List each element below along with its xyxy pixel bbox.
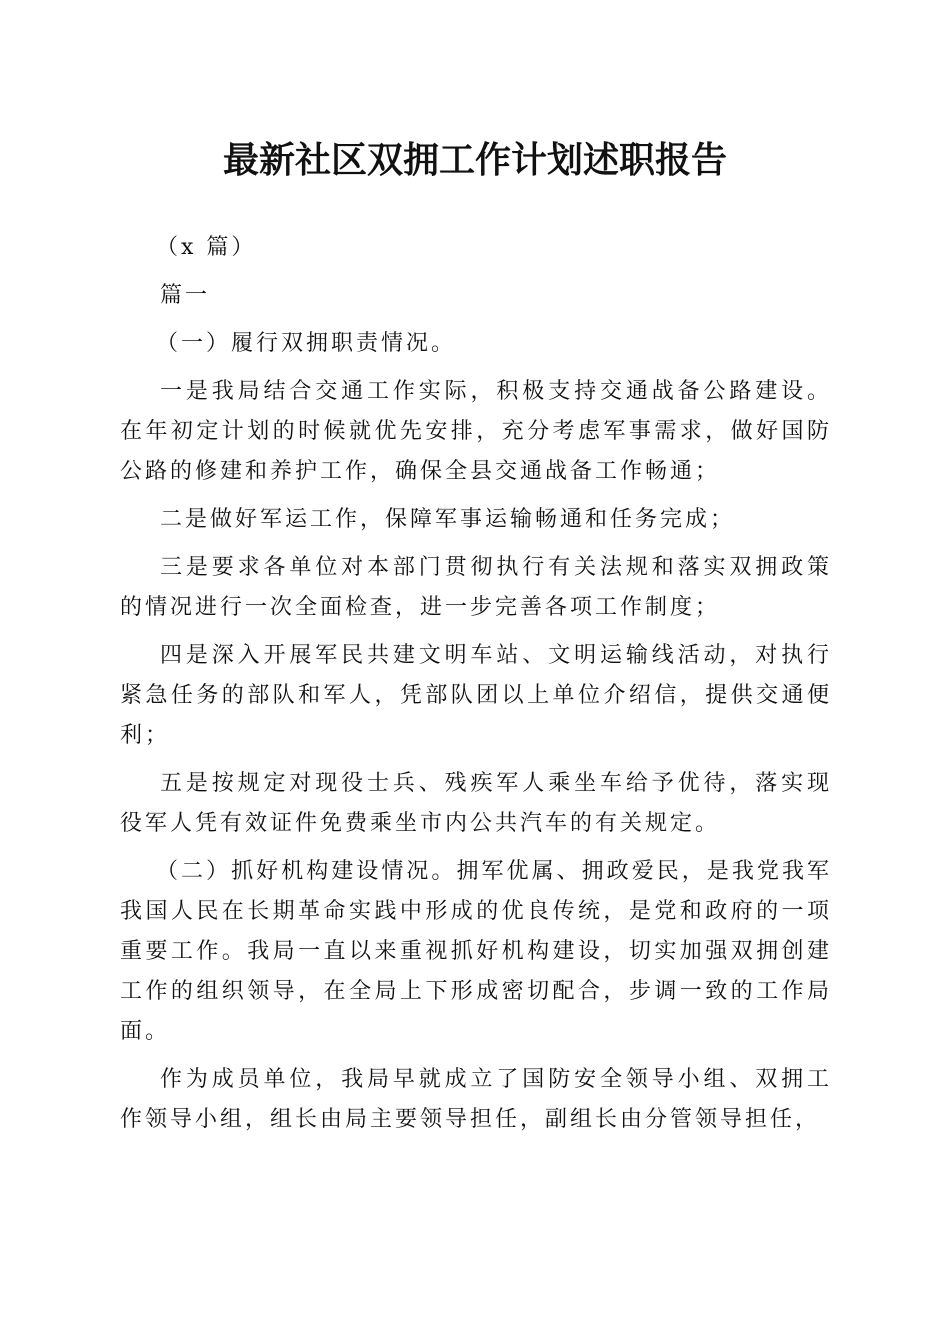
paragraph-item-1: 一是我局结合交通工作实际，积极支持交通战备公路建设。在年初定计划的时候就优先安排，充分考虑军事需求，做好国防公路的修建和养护工作，确保全县交通战备工作畅通； <box>120 379 832 484</box>
paragraph-member-unit: 作为成员单位，我局早就成立了国防安全领导小组、双拥工作领导小组，组长由局主要领导担任，副组长由分管领导担任， <box>120 1067 832 1132</box>
paragraph-item-3: 三是要求各单位对本部门贯彻执行有关法规和落实双拥政策的情况进行一次全面检查，进一步完善各项工作制度； <box>120 555 832 620</box>
paragraph-item-4: 四是深入开展军民共建文明车站、文明运输线活动，对执行紧急任务的部队和军人，凭部队团以上单位介绍信，提供交通便利； <box>120 643 832 748</box>
document-body <box>120 228 832 1148</box>
paragraph-heading-2: （二）抓好机构建设情况。拥军优属、拥政爱民，是我党我军我国人民在长期革命实践中形成的优良传统，是党和政府的一项重要工作。我局一直以来重视抓好机构建设，切实加强双拥创建工作的组织领导，在全局上下形成密切配合，步调一致的工作局面。 <box>120 859 832 1044</box>
paragraph-heading-1: （一）履行双拥职责情况。 <box>156 331 457 356</box>
paragraph-item-5: 五是按规定对现役士兵、残疾军人乘坐车给予优待，落实现役军人凭有效证件免费乘坐市内公共汽车的有关规定。 <box>120 771 832 836</box>
document-title: 最新社区双拥工作计划述职报告 <box>222 139 727 181</box>
paragraph-section-label: 篇一 <box>160 283 211 308</box>
paragraph-item-2: 二是做好军运工作，保障军事运输畅通和任务完成； <box>160 507 736 532</box>
paragraph-count-note: （x 篇） <box>156 235 257 260</box>
